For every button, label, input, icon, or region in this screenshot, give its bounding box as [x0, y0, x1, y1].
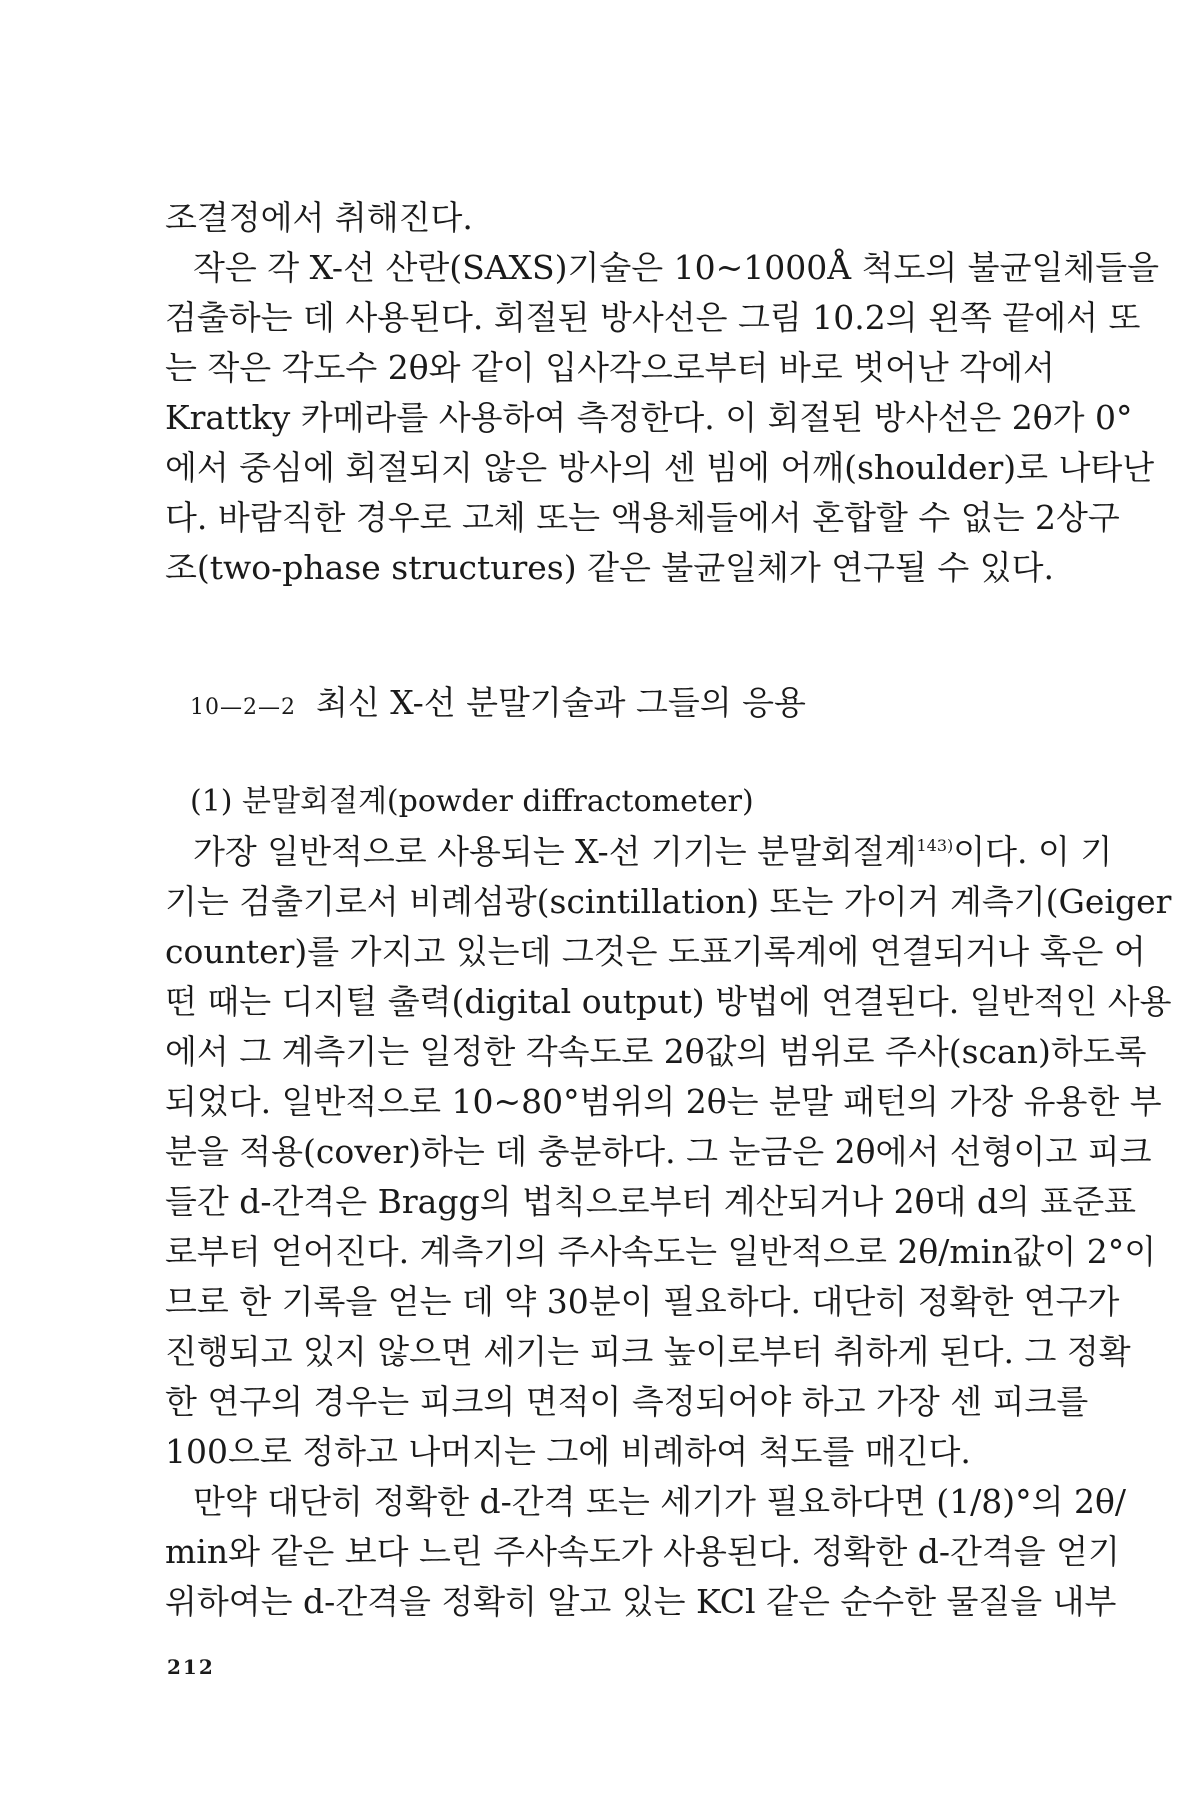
text-line: 기는 검출기로서 비례섬광(scintillation) 또는 가이거 계측기(Geiger — [165, 882, 1172, 921]
text-line: 검출하는 데 사용된다. 회절된 방사선은 그림 10.2의 왼쪽 끝에서 또 — [165, 298, 1141, 337]
text-line: 다. 바람직한 경우로 고체 또는 액용체들에서 혼합할 수 없는 2상구 — [165, 498, 1120, 537]
text-line: 들간 d-간격은 Bragg의 법칙으로부터 계산되거나 2θ대 d의 표준표 — [165, 1182, 1136, 1221]
section-number: 10—2—2 — [190, 695, 296, 720]
text-line: 에서 중심에 회절되지 않은 방사의 센 빔에 어깨(shoulder)로 나타난 — [165, 448, 1155, 487]
subsection-heading: (1) 분말회절계(powder diffractometer) — [190, 784, 754, 819]
text-line: 조(two-phase structures) 같은 불균일체가 연구될 수 있다. — [165, 548, 1054, 587]
text-line: 분을 적용(cover)하는 데 충분하다. 그 눈금은 2θ에서 선형이고 피크 — [165, 1132, 1152, 1171]
text-line: 진행되고 있지 않으면 세기는 피크 높이로부터 취하게 된다. 그 정확 — [165, 1332, 1131, 1371]
text-line: min와 같은 보다 느린 주사속도가 사용된다. 정확한 d-간격을 얻기 — [165, 1532, 1120, 1571]
text-line — [165, 832, 1113, 872]
footnote-ref: 143) — [916, 836, 954, 855]
page-number: 212 — [167, 1655, 215, 1679]
text-line: 작은 각 X-선 산란(SAXS)기술은 10~1000Å 척도의 불균일체들을 — [193, 248, 1159, 287]
text-line: 100으로 정하고 나머지는 그에 비례하여 척도를 매긴다. — [165, 1432, 971, 1471]
text-line: 되었다. 일반적으로 10~80°범위의 2θ는 분말 패턴의 가장 유용한 부 — [165, 1082, 1162, 1121]
text-line: 위하여는 d-간격을 정확히 알고 있는 KCl 같은 순수한 물질을 내부 — [165, 1582, 1117, 1621]
text-line: 므로 한 기록을 얻는 데 약 30분이 필요하다. 대단히 정확한 연구가 — [165, 1282, 1120, 1321]
section-heading — [190, 683, 806, 728]
text-line: 한 연구의 경우는 피크의 면적이 측정되어야 하고 가장 센 피크를 — [165, 1382, 1089, 1421]
text-line: 는 작은 각도수 2θ와 같이 입사각으로부터 바로 벗어난 각에서 — [165, 348, 1055, 387]
text-line: 에서 그 계측기는 일정한 각속도로 2θ값의 범위로 주사(scan)하도록 — [165, 1032, 1147, 1071]
text-fragment: 이다. 이 기 — [953, 832, 1113, 871]
text-line: 조결정에서 취해진다. — [165, 198, 473, 237]
section-title: 최신 X-선 분말기술과 그들의 응용 — [316, 683, 806, 722]
text-line: counter)를 가지고 있는데 그것은 도표기록계에 연결되거나 혹은 어 — [165, 932, 1146, 971]
text-fragment: 가장 일반적으로 사용되는 X-선 기기는 분말회절계 — [193, 832, 917, 871]
text-line: 떤 때는 디지털 출력(digital output) 방법에 연결된다. 일반적인 사용 — [165, 982, 1172, 1021]
text-line: 로부터 얻어진다. 계측기의 주사속도는 일반적으로 2θ/min값이 2°이 — [165, 1232, 1157, 1271]
text-line: Krattky 카메라를 사용하여 측정한다. 이 회절된 방사선은 2θ가 0° — [165, 398, 1133, 437]
text-line: 만약 대단히 정확한 d-간격 또는 세기가 필요하다면 (1/8)°의 2θ/ — [193, 1482, 1126, 1521]
